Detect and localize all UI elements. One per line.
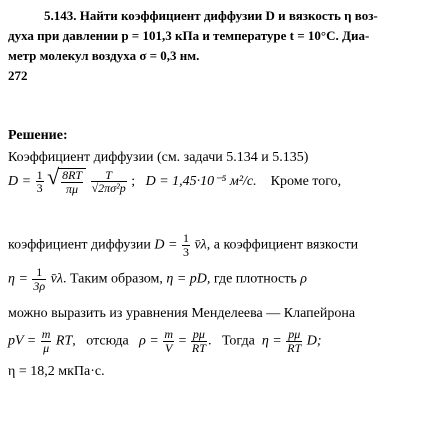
solution-line-1: Коэффициент диффузии (см. задачи 5.134 и 5.135) — [8, 150, 309, 165]
solution-line-3: коэффициент диффузии D = $\frac{1}{3}$ v̄λ, а коэффициент вязкости — [8, 231, 359, 259]
final-result: η = 18,2 мкПа·с. — [8, 364, 105, 379]
diffusion-value: D = 1,45·10⁻⁵ м²/с. — [145, 173, 257, 189]
problem-line-1 — [44, 8, 378, 24]
page-number: 272 — [8, 68, 28, 83]
problem-number: 5.143. — [44, 8, 77, 23]
fraction-t: $\frac{T}{\text{√2πσ²p}}$ — [91, 167, 126, 196]
problem-line-2: духа при давлении p = 101,3 кПа и температуре t = 10°C. Диа- — [8, 28, 370, 43]
solution-line-4: η = $\frac{1}{3\rho}$ v̄λ. Таким образом, η = pD, где плотность ρ — [8, 265, 308, 293]
solution-line-6: pV = $\frac{m}{\mu}$ RT, отсюда ρ = $\frac{m}{V}$ = $\frac{p\mu}{RT}$ . Тогда η = $\frac{p\mu}{RT}$ D; — [8, 327, 322, 355]
diffusion-formula-line: D = $\frac{1}{3}$ √ $\frac{8RT}{\pi\mu}$ $\frac{T}{\text{√2πσ²p}}$ ; D = 1,45·10⁻⁵ м²/с. Кроме того, — [8, 168, 341, 202]
sqrt-8rt: √ $\frac{8RT}{\pi\mu}$ — [58, 168, 86, 195]
solution-heading: Решение: — [8, 128, 68, 143]
problem-line-3: метр молекул воздуха σ = 0,3 нм. — [8, 48, 200, 63]
problem-text-1: Найти коэффициент диффузии D и вязкость η воз- — [79, 8, 378, 23]
fraction-one-third: $\frac{1}{3}$ — [36, 167, 43, 196]
solution-line-5: можно выразить из уравнения Менделеева — Клапейрона — [8, 306, 356, 321]
